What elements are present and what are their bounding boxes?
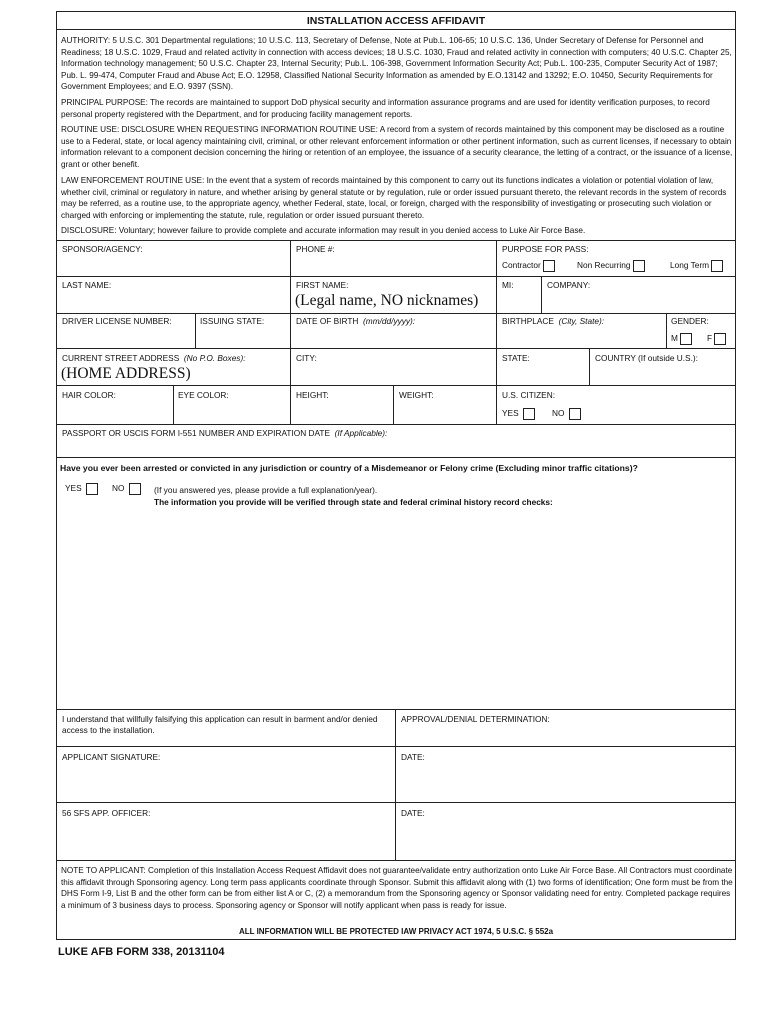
criminal-yes-label: YES bbox=[65, 483, 82, 494]
applicant-date-label: DATE: bbox=[401, 752, 425, 762]
height-label: HEIGHT: bbox=[296, 390, 329, 400]
dob-text: DATE OF BIRTH bbox=[296, 316, 359, 326]
birthplace-text: BIRTHPLACE bbox=[502, 316, 554, 326]
birthplace-label bbox=[502, 316, 604, 327]
officer-label: 56 SFS APP. OFFICER: bbox=[62, 808, 151, 818]
explanation-area[interactable] bbox=[61, 512, 731, 704]
eye-color-label: EYE COLOR: bbox=[178, 390, 229, 400]
note-to-applicant: NOTE TO APPLICANT: Completion of this Installation Access Request Affidavit does not guarantee/validate entry authorization onto Luke Air Force Base. All Contractors must coordinate this affidavit through Sponsoring agency. Long term pass applicants coordinate through Sponsor. Submit this affidavit along with (1) two forms of identification; One form must be from the DHS Form I-9, List B and the other form can be from either list A or C, (2) a memorandum from the Sponsoring agency or Sponsor validating need for entry. Completed package requires a minimum of 3 business days to process. Sponsoring agency or Sponsor will notify applicant when pass is ready for issue. bbox=[61, 866, 733, 910]
criminal-yes-checkbox[interactable] bbox=[86, 483, 98, 495]
gender-label: GENDER: bbox=[671, 316, 709, 326]
criminal-yes-option bbox=[65, 483, 98, 495]
contractor-label: Contractor bbox=[502, 260, 541, 271]
citizen-no-option bbox=[552, 408, 581, 420]
hair-color-label: HAIR COLOR: bbox=[62, 390, 116, 400]
company-label: COMPANY: bbox=[547, 280, 591, 290]
city-label: CITY: bbox=[296, 353, 317, 363]
principal-purpose-text: PRINCIPAL PURPOSE: The records are maintained to support DoD physical security and information assurance programs and are used for identity verification purposes, to record personal property registered with the Department, and for producing facility management reports. bbox=[61, 98, 710, 119]
non-recurring-label: Non Recurring bbox=[577, 260, 631, 271]
approval-label: APPROVAL/DENIAL DETERMINATION: bbox=[401, 714, 550, 724]
gender-m-option bbox=[671, 333, 692, 345]
affidavit-form bbox=[56, 11, 736, 940]
passport-label bbox=[62, 428, 387, 439]
last-name-label: LAST NAME: bbox=[62, 280, 112, 290]
driver-license-label: DRIVER LICENSE NUMBER: bbox=[62, 316, 172, 326]
form-id: LUKE AFB FORM 338, 20131104 bbox=[58, 946, 225, 958]
contractor-option bbox=[502, 260, 555, 272]
street-address-value[interactable]: (HOME ADDRESS) bbox=[61, 365, 191, 382]
criminal-no-option bbox=[112, 483, 141, 495]
purpose-label: PURPOSE FOR PASS: bbox=[502, 244, 589, 254]
mi-label: MI: bbox=[502, 280, 514, 290]
citizen-yes-option bbox=[502, 408, 535, 420]
understand-statement: I understand that willfully falsifying this application can result in barment and/or denied access to the installation. bbox=[62, 714, 378, 735]
dob-label bbox=[296, 316, 415, 327]
authority-text: AUTHORITY: 5 U.S.C. 301 Departmental regulations; 10 U.S.C. 113, Secretary of Defense, Note at Pub.L. 106-65; 10 U.S.C. 136, Under Secretary of Defense for Personnel and Readiness; 18 U.S.C. 1029, Fraud and related activity in connection with access devices; 18 U.S.C. 1030, Fraud and related activity in connection with computers; 40 U.S.C. Chapter 25, Information technology management; 50 U.S.C. Chapter 23, Internal Security; Pub.L. 106-398, Government Information Security Act; Pub.L. 100-235, Computer Security Act of 1987; Pub. L. 99-474, Computer Fraud and Abuse Act; E.O. 12958, Classified National Security Information as amended by E.O.13142 and 13292; E.O. 10450, Security Requirements for Government Employees; and E.O. 9397 (SSN). bbox=[61, 36, 732, 91]
gender-m-label: M bbox=[671, 333, 678, 344]
citizen-no-checkbox[interactable] bbox=[569, 408, 581, 420]
non-recurring-option bbox=[577, 260, 645, 272]
long-term-label: Long Term bbox=[670, 260, 710, 271]
gender-f-label: F bbox=[707, 333, 713, 344]
weight-label: WEIGHT: bbox=[399, 390, 434, 400]
citizen-yes-checkbox[interactable] bbox=[523, 408, 535, 420]
long-term-option bbox=[670, 260, 723, 272]
criminal-no-label: NO bbox=[112, 483, 125, 494]
first-name-label: FIRST NAME: bbox=[296, 280, 349, 290]
passport-text: PASSPORT OR USCIS FORM I-551 NUMBER AND EXPIRATION DATE bbox=[62, 428, 331, 438]
gender-m-checkbox[interactable] bbox=[680, 333, 692, 345]
gender-f-checkbox[interactable] bbox=[714, 333, 726, 345]
street-hint: (No P.O. Boxes): bbox=[183, 353, 246, 363]
routine-use-text: ROUTINE USE: DISCLOSURE WHEN REQUESTING INFORMATION ROUTINE USE: A record from a system of records maintained by this component may be disclosed as a routine use to a Federal, state, or local agency maintaining civil, criminal, or other relevant enforcement information or other pertinent information, such as current licenses, if necessary to obtain information relevant to a component decision concerning the hiring or retention of an employee, the issuance of a security clearance, the letting of a contract, or the issuance of a license, grant or other benefit. bbox=[61, 125, 733, 169]
disclosure-text: DISCLOSURE: Voluntary; however failure to provide complete and accurate information may result in you denied access to Luke Air Force Base. bbox=[61, 226, 586, 235]
sponsor-agency-label: SPONSOR/AGENCY: bbox=[62, 244, 143, 254]
gender-f-option bbox=[707, 333, 726, 345]
criminal-no-checkbox[interactable] bbox=[129, 483, 141, 495]
state-label: STATE: bbox=[502, 353, 530, 363]
first-name-value[interactable]: (Legal name, NO nicknames) bbox=[295, 292, 479, 309]
street-address-label bbox=[62, 353, 246, 364]
criminal-explain: (If you answered yes, please provide a full explanation/year). bbox=[154, 485, 378, 495]
form-title: INSTALLATION ACCESS AFFIDAVIT bbox=[57, 12, 735, 30]
long-term-checkbox[interactable] bbox=[711, 260, 723, 272]
us-citizen-label: U.S. CITIZEN: bbox=[502, 390, 556, 400]
issuing-state-label: ISSUING STATE: bbox=[200, 316, 265, 326]
criminal-verify: The information you provide will be verified through state and federal criminal history record checks: bbox=[154, 497, 553, 507]
officer-date-label: DATE: bbox=[401, 808, 425, 818]
citizen-yes-label: YES bbox=[502, 408, 519, 419]
criminal-question: Have you ever been arrested or convicted in any jurisdiction or country of a Misdemeanor or Felony crime (Excluding minor traffic citations)? bbox=[60, 463, 638, 473]
street-text: CURRENT STREET ADDRESS bbox=[62, 353, 180, 363]
phone-label: PHONE #: bbox=[296, 244, 335, 254]
applicant-signature-label: APPLICANT SIGNATURE: bbox=[62, 752, 161, 762]
country-label: COUNTRY (If outside U.S.): bbox=[595, 353, 698, 363]
privacy-act-notice: ALL INFORMATION WILL BE PROTECTED IAW PRIVACY ACT 1974, 5 U.S.C. § 552a bbox=[238, 927, 554, 936]
contractor-checkbox[interactable] bbox=[543, 260, 555, 272]
dob-hint: (mm/dd/yyyy): bbox=[363, 316, 416, 326]
passport-hint: (If Applicable): bbox=[334, 428, 388, 438]
citizen-no-label: NO bbox=[552, 408, 565, 419]
law-enforcement-text: LAW ENFORCEMENT ROUTINE USE: In the event that a system of records maintained by this component to carry out its functions indicates a violation or potential violation of law, whether civil, criminal or regulatory in nature, and whether arising by general statute or by regulation, rule or order issued pursuant thereto, the relevant records in the system of records may be referred, as a routine use, to the appropriate agency, whether Federal, state, local, or foreign, charged with the responsibility of investigating or prosecuting such violation or charged with enforcing or implementing the statute, rule, regulation or order issued pursuant thereto. bbox=[61, 176, 727, 220]
non-recurring-checkbox[interactable] bbox=[633, 260, 645, 272]
birthplace-hint: (City, State): bbox=[558, 316, 605, 326]
